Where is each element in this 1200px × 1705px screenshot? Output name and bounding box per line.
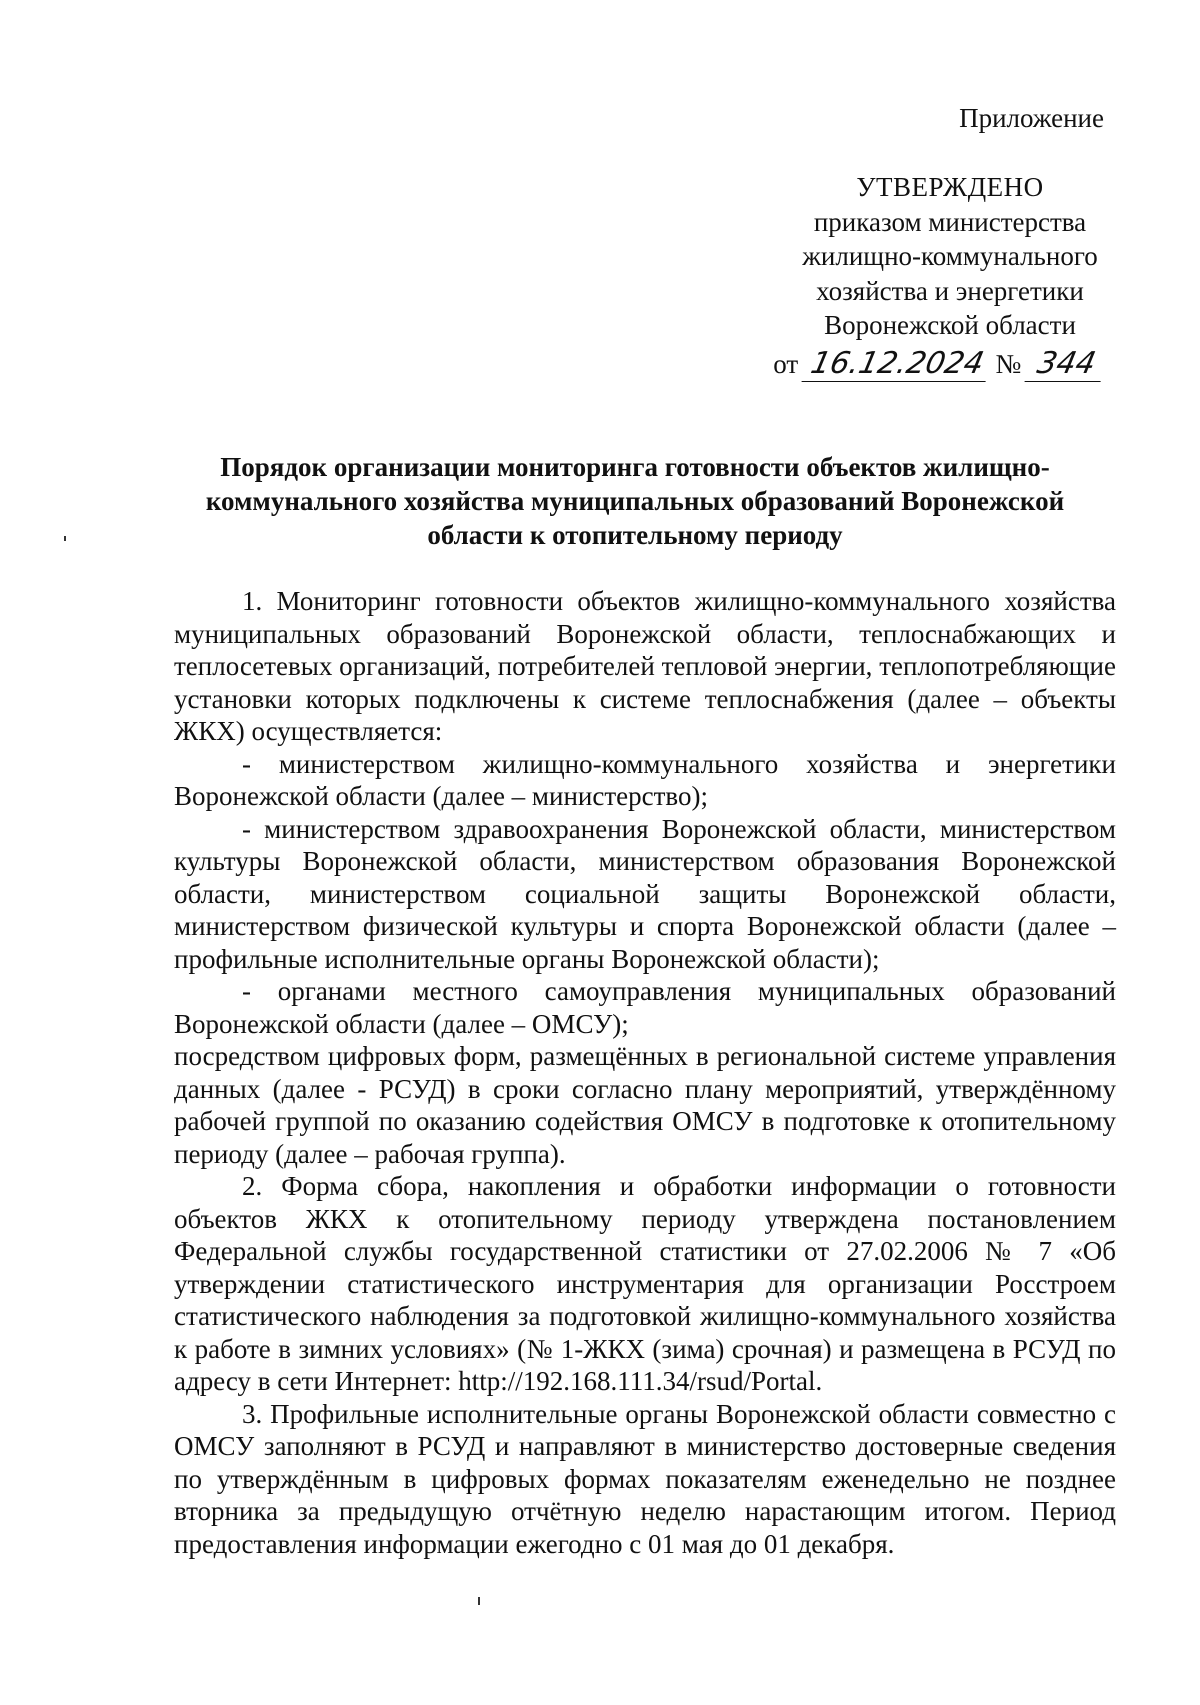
date-prefix: от — [773, 348, 799, 379]
scan-speck — [478, 1597, 480, 1605]
approval-line: жилищно-коммунального — [802, 241, 1098, 271]
approval-line: приказом министерства — [813, 206, 1087, 237]
paragraph: - органами местного самоуправления муниципальных образований Воронежской области (далее – ОМСУ); — [174, 976, 1116, 1039]
paragraph: посредством цифровых форм, размещённых в региональной системе управления данных (далее - РСУД) в сроки согласно плану мероприятий, утверждённому рабочей группой по оказанию содействия ОМСУ в подготовке к отопительному периоду (далее – рабочая группа). — [174, 1041, 1116, 1169]
approved-heading: УТВЕРЖДЕНО — [856, 172, 1044, 202]
appendix-label: Приложение — [959, 103, 1104, 133]
approval-line: Воронежской области — [824, 310, 1076, 340]
paragraph: 3. Профильные исполнительные органы Воронежской области совместно с ОМСУ заполняют в РСУД и направляют в министерство достоверные сведения по утверждённым в цифровых формах показателям еженедельно не позднее вторника за предыдущую отчётную неделю нарастающим итогом. Период предоставления информации ежегодно с 01 мая до 01 декабря. — [174, 1398, 1116, 1559]
scan-speck — [64, 536, 66, 541]
handwritten-number: 344 — [1024, 349, 1107, 382]
paragraph: - министерством жилищно-коммунального хозяйства и энергетики Воронежской области (далее – министерство); — [174, 748, 1116, 811]
paragraph: 1. Мониторинг готовности объектов жилищно-коммунального хозяйства муниципальных образований Воронежской области, теплоснабжающих и теплосетевых организаций, потребителей тепловой энергии, теплопотребляющие установки которых подключены к системе теплоснабжения (далее – объекты ЖКХ) осуществляется: — [174, 586, 1116, 746]
handwritten-date: 16.12.2024 — [801, 349, 992, 382]
order-date-number-line — [760, 347, 1140, 382]
document-body — [174, 585, 1116, 1560]
document-title: Порядок организации мониторинга готовности объектов жилищно-коммунального хозяйства муниципальных образований Воронежской области к отопительному периоду — [205, 452, 1065, 550]
paragraph: 2. Форма сбора, накопления и обработки информации о готовности объектов ЖКХ к отопительному периоду утверждена постановлением Федеральной службы государственной статистики от 27.02.2006 № 7 «Об утверждении статистического инструментария для организации Росстроем статистического наблюдения за подготовкой жилищно-коммунального хозяйства к работе в зимних условиях» (№ 1-ЖКХ (зима) срочная) и размещена в РСУД по адресу в сети Интернет: http://192.168.111.34/rsud/Portal. — [174, 1171, 1116, 1396]
paragraph: - министерством здравоохранения Воронежской области, министерством культуры Воронежской области, министерством образования Воронежской области, министерством социальной защиты Воронежской области, министерством физической культуры и спорта Воронежской области (далее – профильные исполнительные органы Воронежской области); — [174, 813, 1116, 974]
number-prefix: № — [995, 348, 1022, 379]
approval-block — [760, 170, 1140, 382]
approval-line: хозяйства и энергетики — [816, 275, 1084, 306]
